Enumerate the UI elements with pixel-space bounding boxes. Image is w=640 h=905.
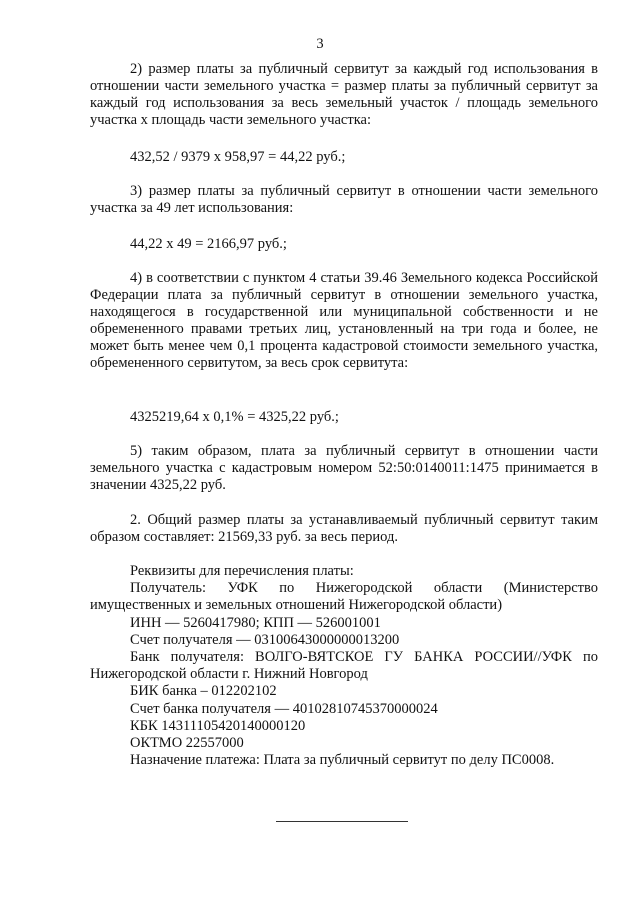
paragraph-item-3: 3) размер платы за публичный сервитут в отношении части земельного участка за 49 лет использования: (90, 183, 598, 216)
payment-heading: Реквизиты для перечисления платы: (130, 563, 354, 579)
payment-purpose: Назначение платежа: Плата за публичный сервитут по делу ПС0008. (130, 752, 555, 769)
paragraph-item-5: 5) таким образом, плата за публичный сервитут в отношении части земельного участка с кадастровым номером 52:50:0140011:1475 принимается в значении 4325,22 руб. (90, 443, 598, 493)
payment-inn-kpp: ИНН — 5260417980; КПП — 526001001 (130, 614, 381, 631)
payment-bik: БИК банка – 012202102 (130, 683, 277, 700)
page-number: 3 (316, 36, 324, 52)
calculation-item-4: 4325219,64 х 0,1% = 4325,22 руб.; (130, 409, 339, 425)
payment-details (90, 563, 598, 769)
payment-account: Счет получателя — 03100643000000013200 (130, 631, 400, 648)
paragraph-item-4: 4) в соответствии с пунктом 4 статьи 39.46 Земельного кодекса Российской Федерации плата за публичный сервитут в отношении земельного участка, находящегося в государственной или муниципальной собственности и не обремененного правами третьих лиц, установленный на три года и более, не может быть менее чем 0,1 процента кадастровой стоимости земельного участка, обремененного сервитутом, за весь срок сервитута: (90, 270, 598, 371)
payment-bank: Банк получателя: ВОЛГО-ВЯТСКОЕ ГУ БАНКА РОССИИ//УФК по Нижегородской области г. Нижний Новгород (90, 649, 598, 683)
section-2-total: 2. Общий размер платы за устанавливаемый публичный сервитут таким образом составляет: 21569,33 руб. за весь период. (90, 512, 598, 545)
payment-bank-account: Счет банка получателя — 40102810745370000024 (130, 700, 438, 717)
payment-kbk: КБК 14311105420140000120 (130, 717, 306, 734)
end-divider-line (276, 821, 408, 822)
payment-oktmo: ОКТМО 22557000 (130, 735, 244, 752)
calculation-item-3: 44,22 х 49 = 2166,97 руб.; (130, 236, 287, 252)
payment-recipient: Получатель: УФК по Нижегородской области (Министерство имущественных и земельных отношений Нижегородской области) (90, 580, 598, 614)
paragraph-item-2: 2) размер платы за публичный сервитут за каждый год использования в отношении части земельного участка = размер платы за публичный сервитут за каждый год использования за весь земельный участок / площадь земельного участка х площадь части земельного участка: (90, 61, 598, 128)
calculation-item-2: 432,52 / 9379 х 958,97 = 44,22 руб.; (130, 149, 346, 165)
